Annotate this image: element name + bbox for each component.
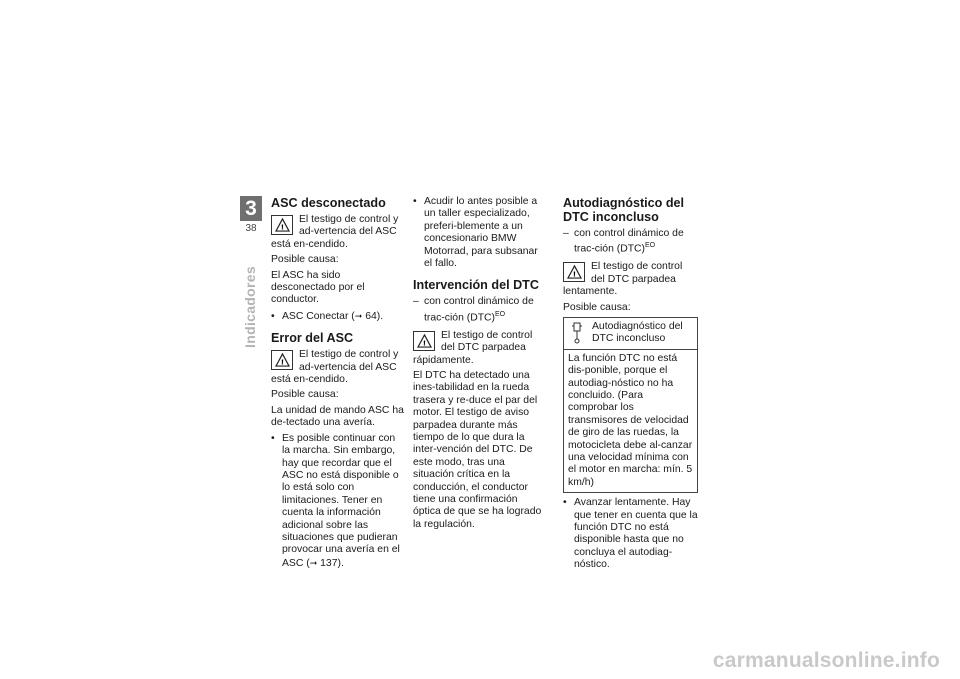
list-item: • ASC Conectar (➞ 64).	[271, 310, 406, 323]
dtc-warning-light-icon	[563, 262, 585, 282]
list-item: • Es posible continuar con la marcha. Sin embargo, hay que recordar que el ASC no está disponible o lo está solo con limitaciones. Tener en cuenta la información adicional sobre las situaciones que pudieran provocar una avería en el ASC (➞ 137).	[271, 433, 406, 570]
info-box-header	[564, 318, 697, 350]
body-text: El DTC ha detectado una ines-tabilidad en la rueda trasera y re-duce el par del motor. El testigo de aviso parpadea durante más tiempo de lo que dura la inter-vención del DTC. De este modo, tras una situación crítica en la conducción, el conductor tiene una confirmación óptica de que se ha logrado la regulación.	[413, 369, 542, 530]
warning-block-dtc	[413, 330, 548, 367]
page-ref-link[interactable]: 64	[365, 310, 377, 322]
page-number: 38	[245, 223, 257, 234]
warning-block-dtc-selftest	[563, 261, 698, 298]
warning-light-icon	[271, 215, 293, 235]
page-ref-arrow-icon: ➞	[354, 310, 363, 321]
diagnosis-icon	[568, 321, 586, 345]
svg-text:!: !	[280, 357, 284, 367]
heading-asc-off: ASC desconectado	[271, 196, 386, 210]
heading-dtc-selftest: Autodiagnóstico del DTC inconcluso	[563, 196, 685, 224]
heading-dtc-intervention: Intervención del DTC	[413, 278, 539, 293]
svg-text:!: !	[572, 269, 576, 279]
info-box	[563, 317, 698, 493]
column-1	[271, 196, 406, 573]
warning-text: El testigo de control del DTC parpadea rápidamente.	[413, 329, 533, 366]
cause-label: Posible causa:	[271, 389, 339, 401]
info-box-title: Autodiagnóstico del DTC inconcluso	[592, 320, 683, 345]
page-ref-link[interactable]: 137	[320, 557, 338, 569]
watermark-footer: carmanualsonline.info	[712, 649, 940, 672]
chapter-side-label	[230, 257, 270, 357]
warning-block-asc-off	[271, 214, 406, 251]
equipment-note: – con control dinámico de trac-ción (DTC)$^{EO}$	[413, 296, 548, 324]
warning-block-asc-error	[271, 349, 406, 386]
chapter-title: Indicadores	[242, 266, 258, 348]
cause-label: Posible causa:	[563, 301, 631, 313]
chapter-number: 3	[240, 196, 262, 221]
dtc-warning-light-icon	[413, 331, 435, 351]
page-ref-arrow-icon: ➞	[309, 557, 318, 568]
heading-asc-error: Error del ASC	[271, 331, 354, 346]
chapter-tab	[240, 196, 262, 238]
warning-text: El testigo de control y ad-vertencia del ASC está en-cendido.	[271, 214, 399, 250]
column-2	[413, 196, 548, 534]
cause-label: Posible causa:	[271, 254, 339, 266]
warning-text: El testigo de control del DTC parpadea lentamente.	[563, 261, 683, 298]
list-item: • Acudir lo antes posible a un taller especializado, preferi-blemente a un concesionario BMW Motorrad, para subsanar el fallo.	[413, 196, 548, 270]
equipment-note: – con control dinámico de trac-ción (DTC)$^{EO}$	[563, 228, 698, 256]
list-item: • Avanzar lentamente. Hay que tener en cuenta que la función DTC no está disponible hasta que no concluya el autodiag-nóstico.	[563, 497, 698, 571]
warning-light-icon	[271, 350, 293, 370]
svg-text:!: !	[422, 338, 426, 348]
cause-text: La unidad de mando ASC ha de-tectado una avería.	[271, 404, 404, 429]
warning-text: El testigo de control y ad-vertencia del ASC está en-cendido.	[271, 349, 399, 386]
info-box-body: La función DTC no está dis-ponible, porque el autodiag-nóstico no ha concluido. (Para comprobar los transmisores de velocidad de giro de las ruedas, la motocicleta debe al-canzar una velocidad mínima con el motor en marcha: mín. 5 km/h)	[568, 352, 693, 488]
cause-text: El ASC ha sido desconectado por el conductor.	[271, 269, 365, 306]
svg-text:!: !	[280, 222, 284, 232]
column-3	[563, 196, 698, 575]
